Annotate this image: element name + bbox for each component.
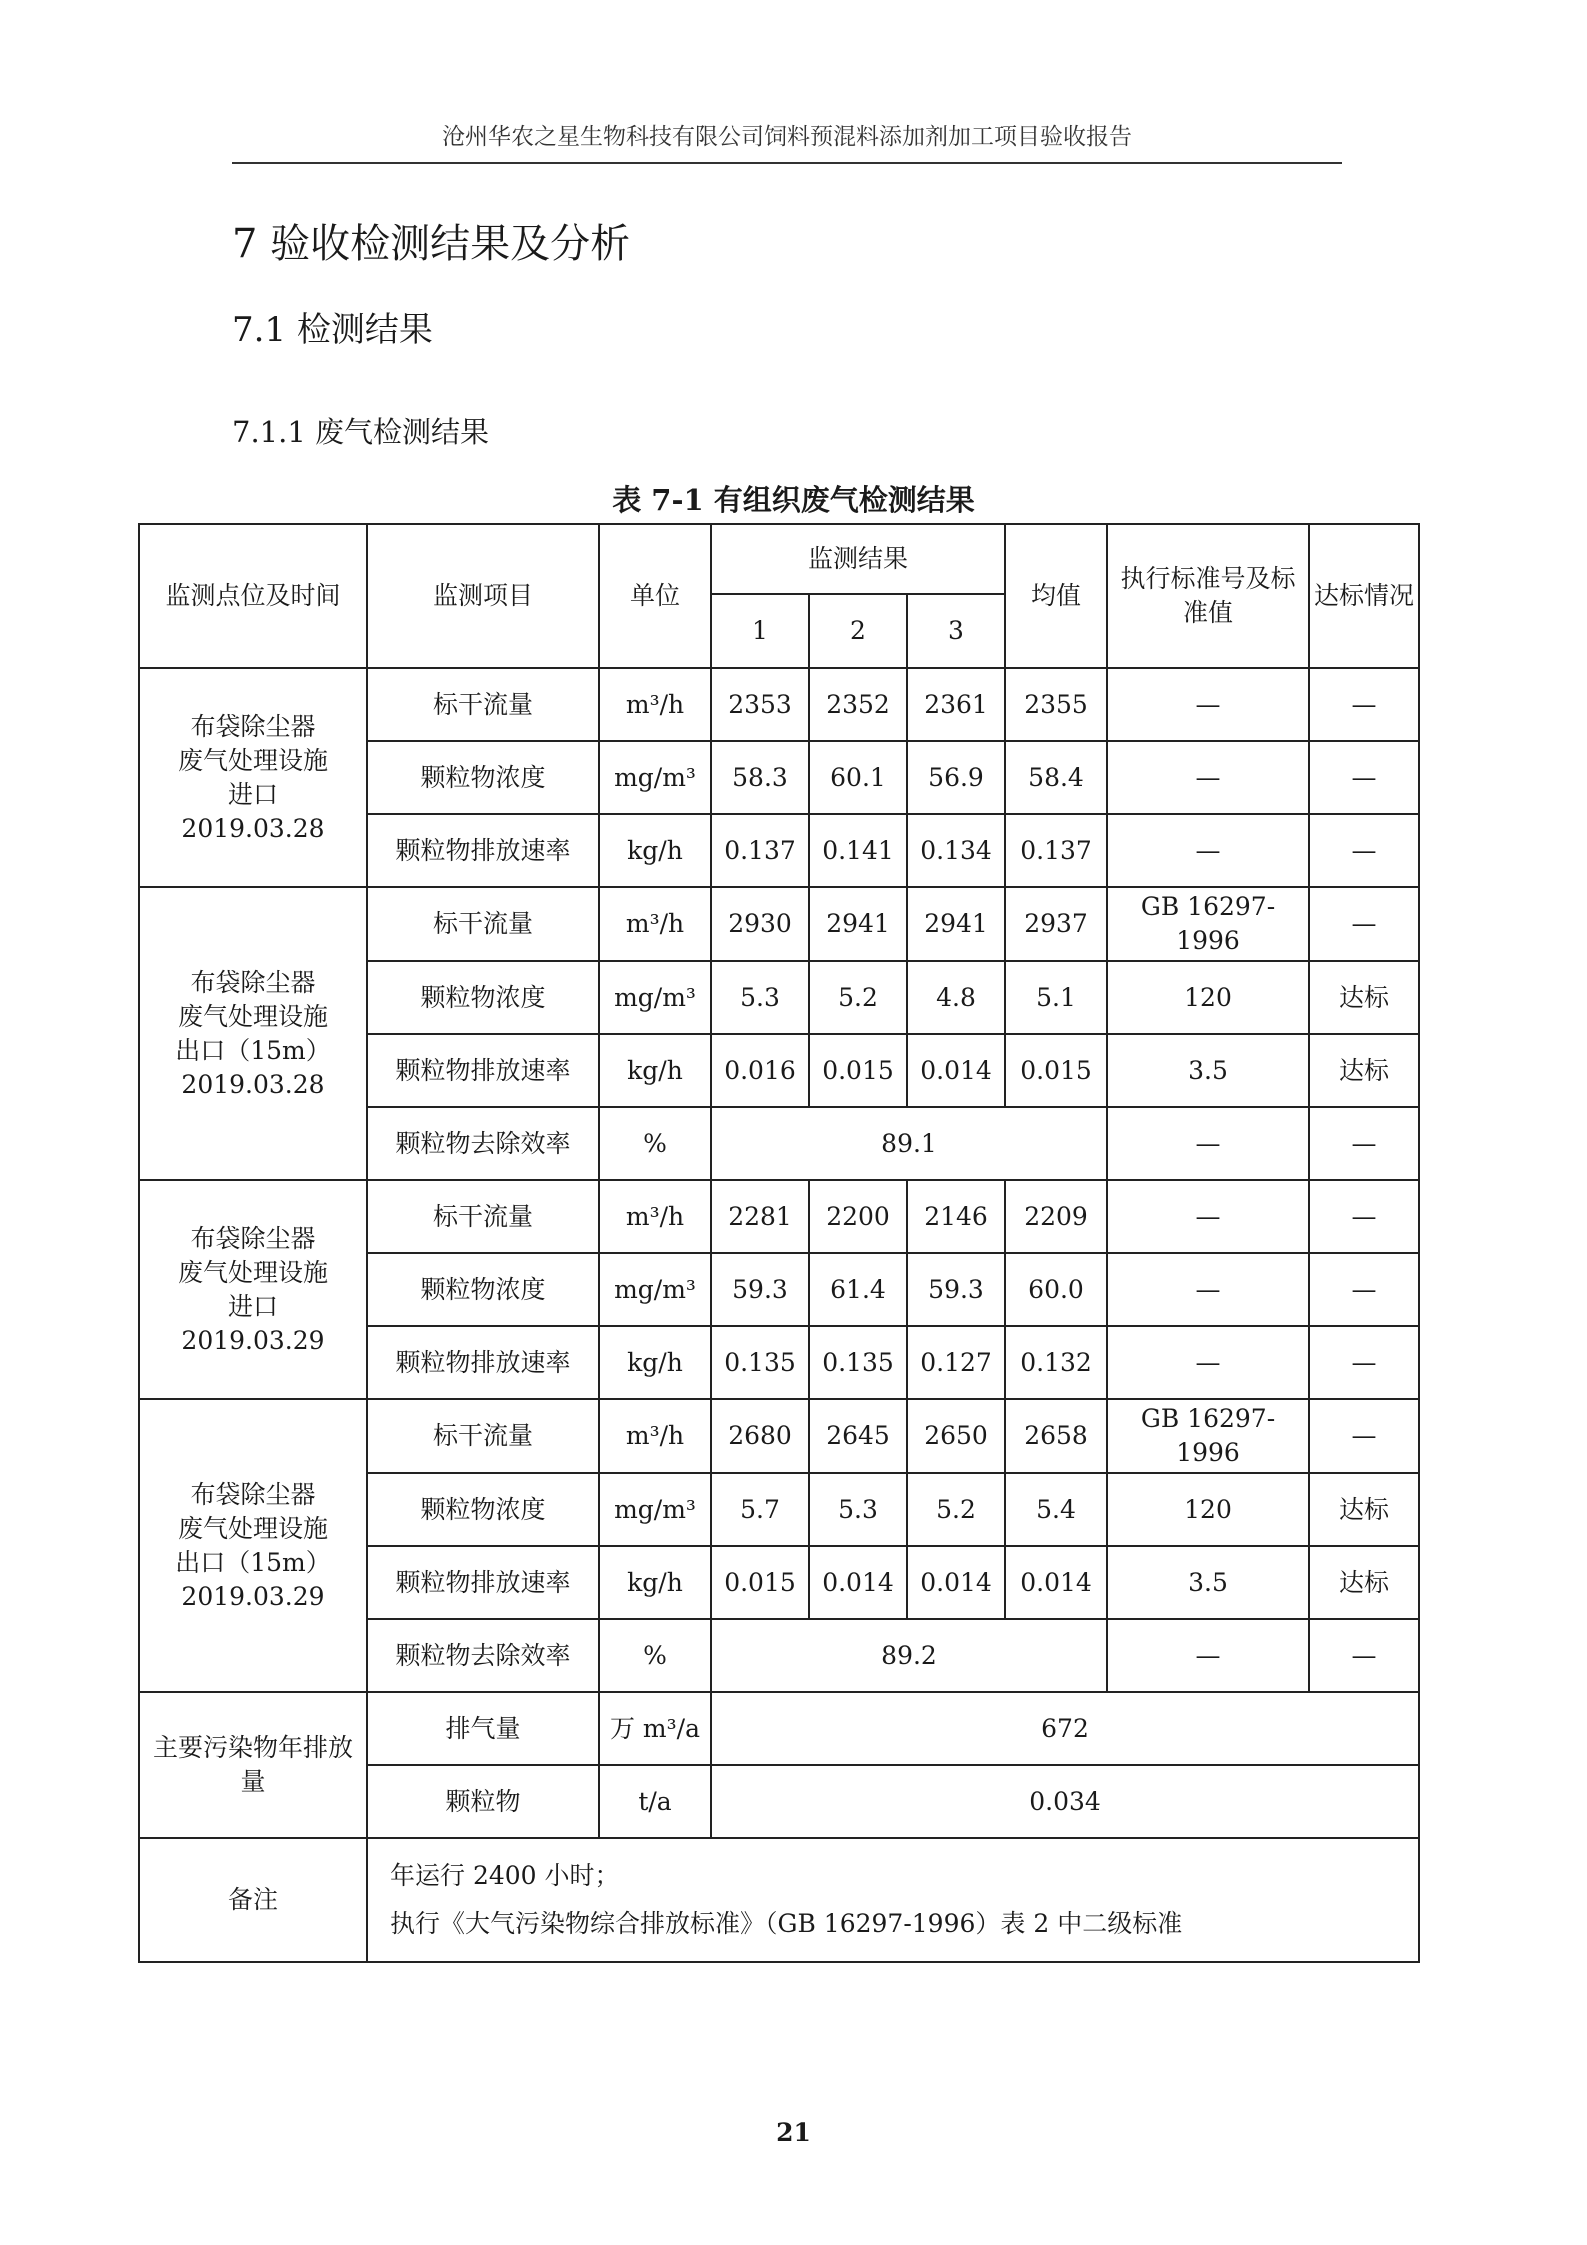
item-cell: 颗粒物浓度 xyxy=(367,961,599,1034)
location-cell: 布袋除尘器 废气处理设施 出口（15m） 2019.03.28 xyxy=(139,887,367,1180)
result-2-cell: 5.3 xyxy=(809,1473,907,1546)
annual-value-cell: 0.034 xyxy=(711,1765,1419,1838)
item-cell: 颗粒物排放速率 xyxy=(367,814,599,887)
result-1-cell: 0.135 xyxy=(711,1326,809,1399)
item-cell: 标干流量 xyxy=(367,887,599,961)
item-cell: 颗粒物排放速率 xyxy=(367,1326,599,1399)
status-cell: 达标 xyxy=(1309,1473,1419,1546)
result-2-cell: 2200 xyxy=(809,1180,907,1253)
unit-cell: m³/h xyxy=(599,887,711,961)
result-1-cell: 0.016 xyxy=(711,1034,809,1107)
mean-cell: 60.0 xyxy=(1005,1253,1107,1326)
standard-cell: — xyxy=(1107,1326,1309,1399)
standard-cell: — xyxy=(1107,1253,1309,1326)
result-2-cell: 0.015 xyxy=(809,1034,907,1107)
result-1-cell: 2281 xyxy=(711,1180,809,1253)
running-header: 沧州华农之星生物科技有限公司饲料预混料添加剂加工项目验收报告 xyxy=(442,124,1132,150)
remarks-line: 年运行 2400 小时； xyxy=(390,1861,620,1890)
subsubsection-heading: 7.1.1 废气检测结果 xyxy=(232,415,490,449)
unit-cell: % xyxy=(599,1107,711,1180)
item-cell: 标干流量 xyxy=(367,1399,599,1473)
header-result-3: 3 xyxy=(907,594,1005,668)
result-2-cell: 2941 xyxy=(809,887,907,961)
item-cell: 颗粒物排放速率 xyxy=(367,1034,599,1107)
standard-cell: — xyxy=(1107,741,1309,814)
status-cell: — xyxy=(1309,1253,1419,1326)
header-standard: 执行标准号及标准值 xyxy=(1107,524,1309,668)
status-cell: 达标 xyxy=(1309,961,1419,1034)
section-heading: 7 验收检测结果及分析 xyxy=(232,221,631,267)
unit-cell: m³/h xyxy=(599,668,711,741)
item-cell: 颗粒物排放速率 xyxy=(367,1546,599,1619)
status-cell: — xyxy=(1309,1107,1419,1180)
header-item: 监测项目 xyxy=(367,524,599,668)
status-cell: — xyxy=(1309,814,1419,887)
result-1-cell: 0.137 xyxy=(711,814,809,887)
unit-cell: m³/h xyxy=(599,1399,711,1473)
status-cell: — xyxy=(1309,1399,1419,1473)
result-3-cell: 4.8 xyxy=(907,961,1005,1034)
mean-cell: 2937 xyxy=(1005,887,1107,961)
efficiency-value-cell: 89.2 xyxy=(711,1619,1107,1692)
status-cell: — xyxy=(1309,887,1419,961)
remarks-text-cell xyxy=(367,1838,1419,1962)
location-cell: 布袋除尘器 废气处理设施 进口 2019.03.28 xyxy=(139,668,367,887)
remarks-line: 执行《大气污染物综合排放标准》（GB 16297-1996）表 2 中二级标准 xyxy=(390,1909,1183,1938)
standard-cell: GB 16297-1996 xyxy=(1107,1399,1309,1473)
location-cell: 布袋除尘器 废气处理设施 出口（15m） 2019.03.29 xyxy=(139,1399,367,1692)
status-cell: — xyxy=(1309,1180,1419,1253)
result-3-cell: 2650 xyxy=(907,1399,1005,1473)
mean-cell: 5.1 xyxy=(1005,961,1107,1034)
unit-cell: kg/h xyxy=(599,1034,711,1107)
header-location: 监测点位及时间 xyxy=(139,524,367,668)
unit-cell: mg/m³ xyxy=(599,1253,711,1326)
unit-cell: kg/h xyxy=(599,1326,711,1399)
unit-cell: kg/h xyxy=(599,1546,711,1619)
result-2-cell: 0.014 xyxy=(809,1546,907,1619)
standard-cell: GB 16297-1996 xyxy=(1107,887,1309,961)
item-cell: 标干流量 xyxy=(367,668,599,741)
result-2-cell: 5.2 xyxy=(809,961,907,1034)
result-3-cell: 0.127 xyxy=(907,1326,1005,1399)
result-2-cell: 0.141 xyxy=(809,814,907,887)
mean-cell: 2658 xyxy=(1005,1399,1107,1473)
mean-cell: 0.137 xyxy=(1005,814,1107,887)
location-cell: 布袋除尘器 废气处理设施 进口 2019.03.29 xyxy=(139,1180,367,1399)
annual-label-cell: 主要污染物年排放量 xyxy=(139,1692,367,1838)
unit-cell: mg/m³ xyxy=(599,1473,711,1546)
result-3-cell: 2146 xyxy=(907,1180,1005,1253)
item-cell: 颗粒物浓度 xyxy=(367,1253,599,1326)
result-3-cell: 0.014 xyxy=(907,1034,1005,1107)
result-2-cell: 60.1 xyxy=(809,741,907,814)
result-3-cell: 59.3 xyxy=(907,1253,1005,1326)
annual-value-cell: 672 xyxy=(711,1692,1419,1765)
result-1-cell: 2680 xyxy=(711,1399,809,1473)
result-1-cell: 58.3 xyxy=(711,741,809,814)
header-mean: 均值 xyxy=(1005,524,1107,668)
result-1-cell: 2930 xyxy=(711,887,809,961)
result-3-cell: 0.134 xyxy=(907,814,1005,887)
standard-cell: 120 xyxy=(1107,1473,1309,1546)
result-2-cell: 2645 xyxy=(809,1399,907,1473)
header-status: 达标情况 xyxy=(1309,524,1419,668)
unit-cell: mg/m³ xyxy=(599,961,711,1034)
status-cell: 达标 xyxy=(1309,1546,1419,1619)
result-1-cell: 5.7 xyxy=(711,1473,809,1546)
status-cell: — xyxy=(1309,741,1419,814)
mean-cell: 0.132 xyxy=(1005,1326,1107,1399)
standard-cell: 120 xyxy=(1107,961,1309,1034)
mean-cell: 5.4 xyxy=(1005,1473,1107,1546)
mean-cell: 0.015 xyxy=(1005,1034,1107,1107)
standard-cell: — xyxy=(1107,1619,1309,1692)
subsection-heading: 7.1 检测结果 xyxy=(232,310,433,350)
item-cell: 颗粒物去除效率 xyxy=(367,1619,599,1692)
item-cell: 颗粒物浓度 xyxy=(367,741,599,814)
header-unit: 单位 xyxy=(599,524,711,668)
unit-cell: m³/h xyxy=(599,1180,711,1253)
mean-cell: 58.4 xyxy=(1005,741,1107,814)
result-3-cell: 56.9 xyxy=(907,741,1005,814)
standard-cell: — xyxy=(1107,814,1309,887)
result-1-cell: 2353 xyxy=(711,668,809,741)
result-1-cell: 59.3 xyxy=(711,1253,809,1326)
unit-cell: mg/m³ xyxy=(599,741,711,814)
status-cell: 达标 xyxy=(1309,1034,1419,1107)
header-results: 监测结果 xyxy=(711,524,1005,594)
status-cell: — xyxy=(1309,1619,1419,1692)
item-cell: 颗粒物浓度 xyxy=(367,1473,599,1546)
item-cell: 排气量 xyxy=(367,1692,599,1765)
status-cell: — xyxy=(1309,1326,1419,1399)
unit-cell: % xyxy=(599,1619,711,1692)
header-result-2: 2 xyxy=(809,594,907,668)
standard-cell: 3.5 xyxy=(1107,1034,1309,1107)
unit-cell: kg/h xyxy=(599,814,711,887)
remarks-label-cell: 备注 xyxy=(139,1838,367,1962)
page-number: 21 xyxy=(776,2118,811,2147)
result-2-cell: 0.135 xyxy=(809,1326,907,1399)
result-3-cell: 0.014 xyxy=(907,1546,1005,1619)
result-2-cell: 2352 xyxy=(809,668,907,741)
item-cell: 标干流量 xyxy=(367,1180,599,1253)
mean-cell: 0.014 xyxy=(1005,1546,1107,1619)
result-1-cell: 0.015 xyxy=(711,1546,809,1619)
result-3-cell: 2361 xyxy=(907,668,1005,741)
result-1-cell: 5.3 xyxy=(711,961,809,1034)
exhaust-results-table xyxy=(138,523,1420,1963)
item-cell: 颗粒物 xyxy=(367,1765,599,1838)
table-caption: 表 7-1 有组织废气检测结果 xyxy=(612,483,975,517)
result-2-cell: 61.4 xyxy=(809,1253,907,1326)
unit-cell: 万 m³/a xyxy=(599,1692,711,1765)
result-3-cell: 2941 xyxy=(907,887,1005,961)
item-cell: 颗粒物去除效率 xyxy=(367,1107,599,1180)
status-cell: — xyxy=(1309,668,1419,741)
efficiency-value-cell: 89.1 xyxy=(711,1107,1107,1180)
header-rule xyxy=(232,162,1342,164)
mean-cell: 2209 xyxy=(1005,1180,1107,1253)
standard-cell: 3.5 xyxy=(1107,1546,1309,1619)
standard-cell: — xyxy=(1107,1180,1309,1253)
unit-cell: t/a xyxy=(599,1765,711,1838)
header-result-1: 1 xyxy=(711,594,809,668)
result-3-cell: 5.2 xyxy=(907,1473,1005,1546)
mean-cell: 2355 xyxy=(1005,668,1107,741)
standard-cell: — xyxy=(1107,1107,1309,1180)
standard-cell: — xyxy=(1107,668,1309,741)
